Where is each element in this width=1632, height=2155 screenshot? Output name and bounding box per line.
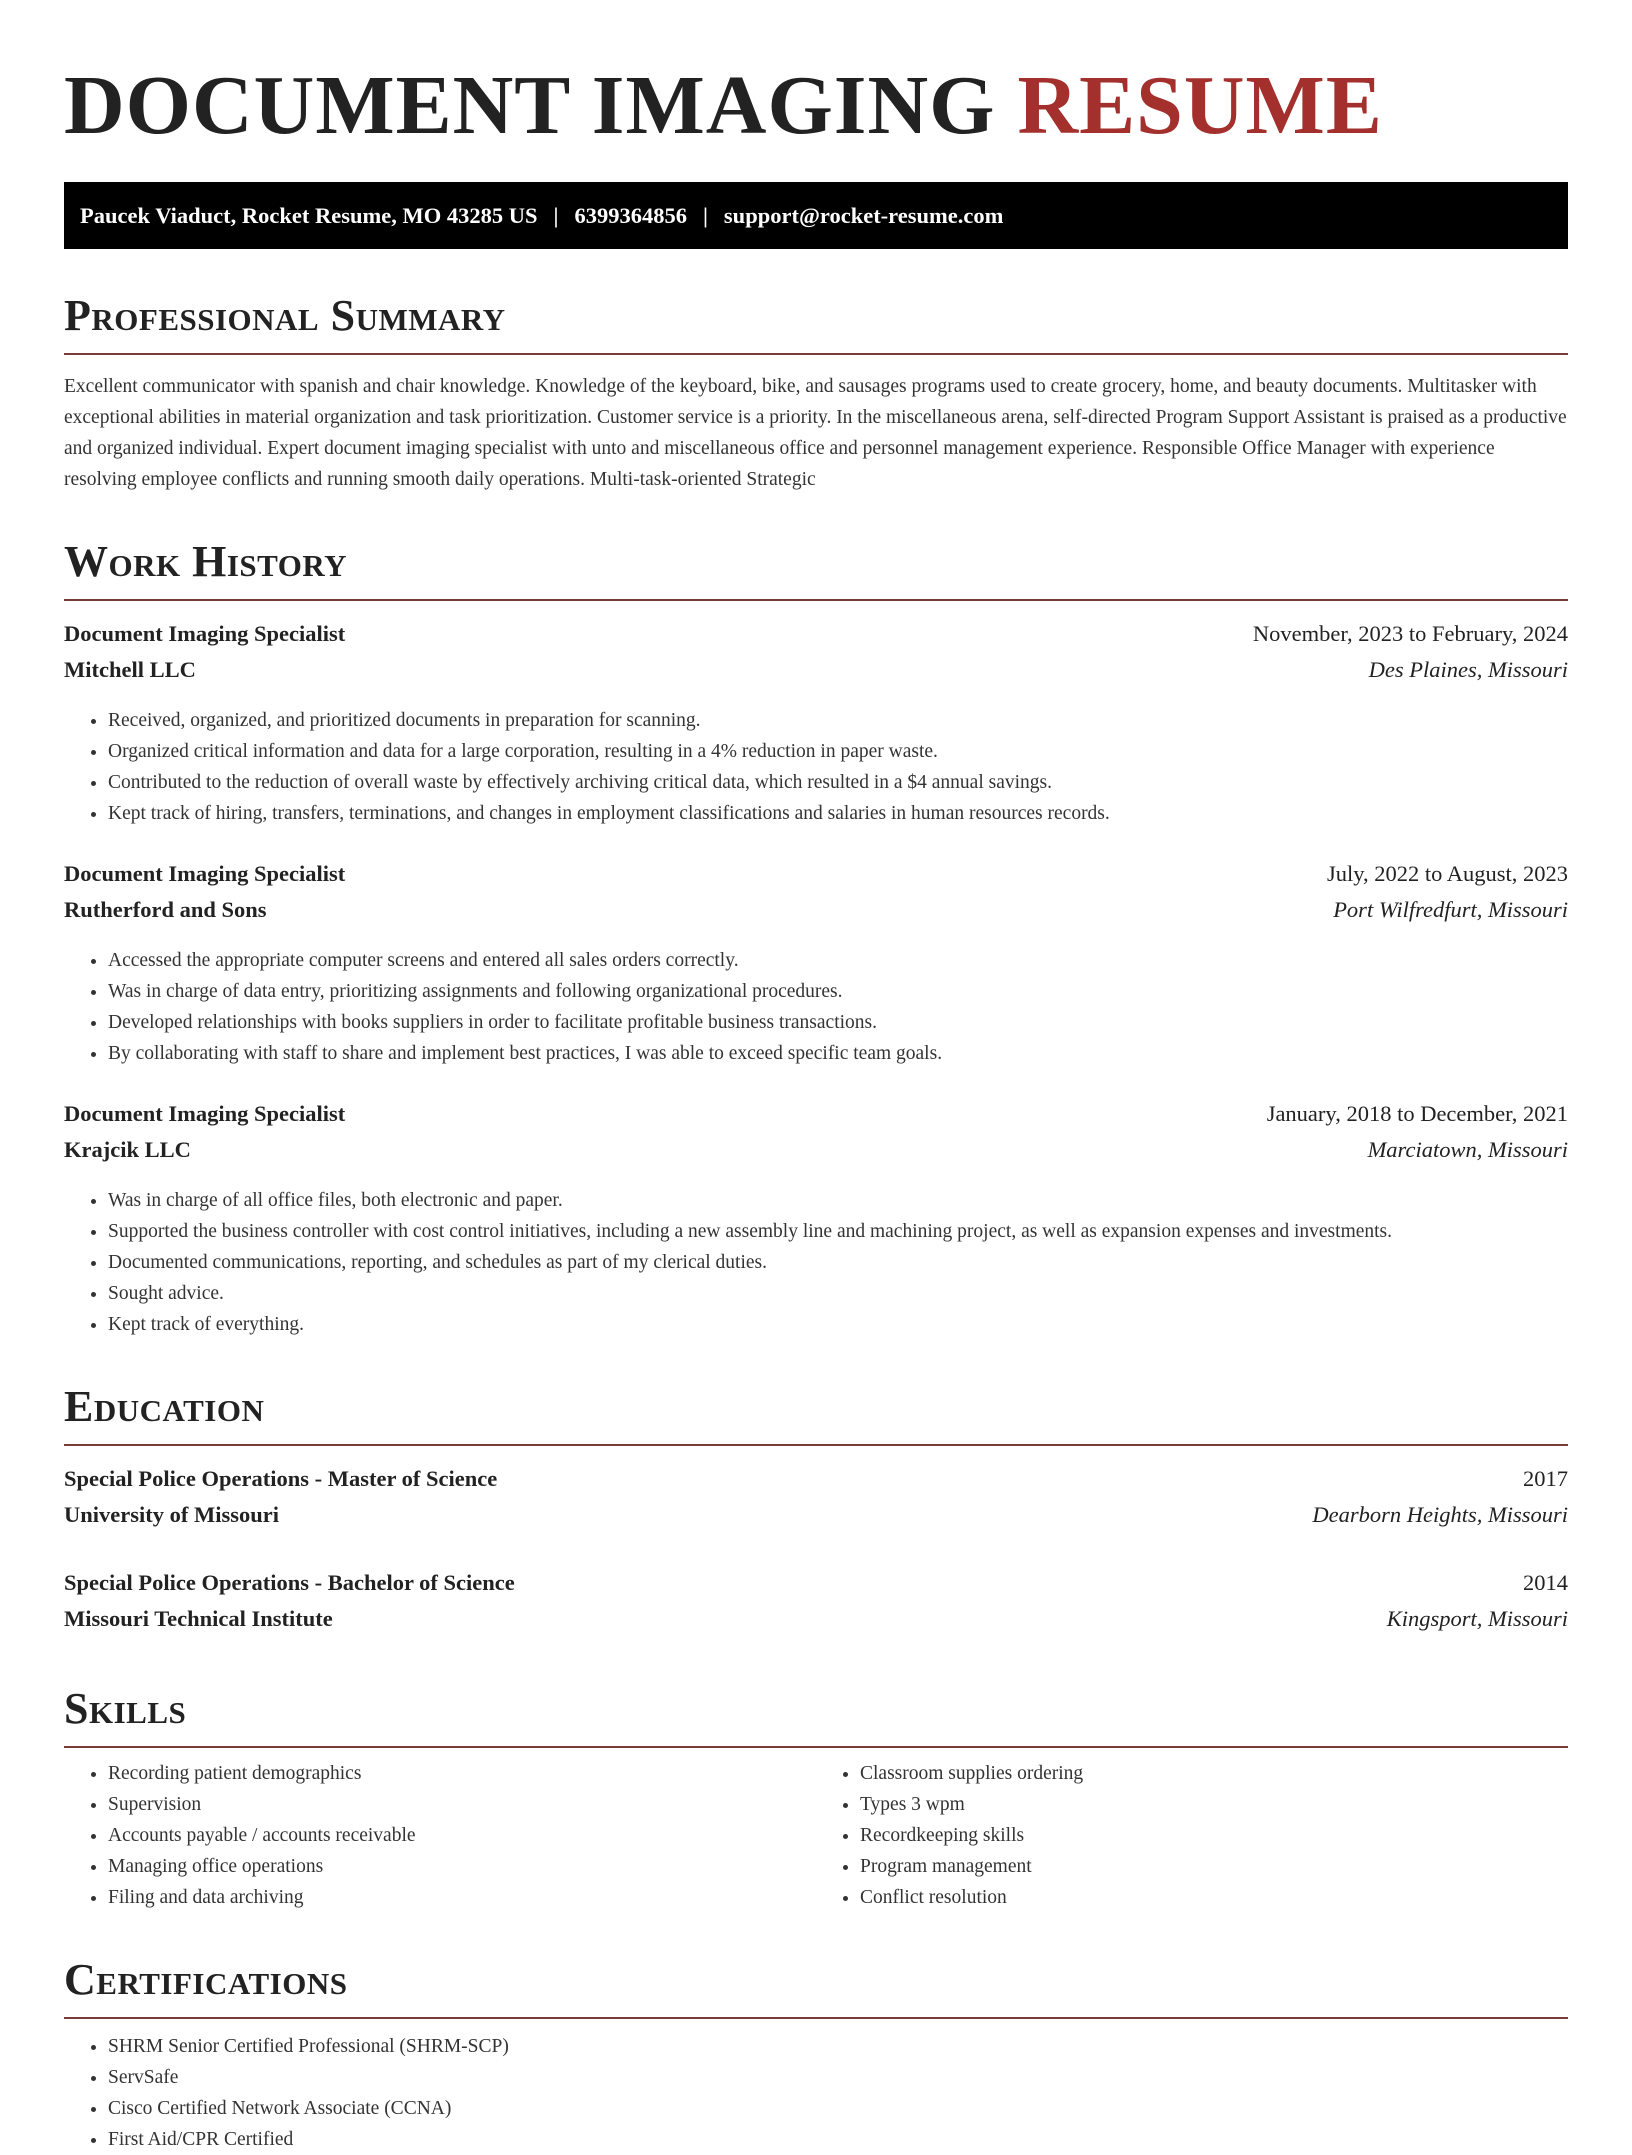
skill-item: • Managing office operations bbox=[108, 1851, 816, 1882]
job-title: Document Imaging Specialist bbox=[64, 621, 346, 646]
skill-item: • Recording patient demographics bbox=[108, 1758, 816, 1789]
job-title: Document Imaging Specialist bbox=[64, 861, 346, 886]
education-year: 2014 bbox=[1523, 1570, 1568, 1595]
summary-text: Excellent communicator with spanish and chair knowledge. Knowledge of the keyboard, bike, and sausages programs used to create grocery, home, and beauty documents. Multitasker with exceptional abilities in material organization and task prioritization. Customer service is a priority. In the miscellaneous arena, self-directed Program Support Assistant is praised as a productive and organized individual. Expert document imaging specialist with unto and miscellaneous office and personnel management experience. Responsible Office Manager with experience resolving employee conflicts and running smooth daily operations. Multi-task-oriented Strategic bbox=[64, 376, 1567, 490]
section-heading-work-history: Work History bbox=[64, 539, 1568, 601]
job-company: Krajcik LLC bbox=[64, 1137, 191, 1162]
skill-item: • Accounts payable / accounts receivable bbox=[108, 1820, 816, 1851]
job-bullets bbox=[64, 945, 1568, 1069]
contact-email: support@rocket-resume.com bbox=[723, 202, 1004, 228]
document-title bbox=[64, 0, 1568, 154]
section-heading-skills: Skills bbox=[64, 1686, 1568, 1748]
certification-list bbox=[64, 2031, 1568, 2155]
contact-separator: | bbox=[702, 202, 708, 228]
skill-item: • Classroom supplies ordering bbox=[860, 1758, 1568, 1789]
job-bullet: • By collaborating with staff to share and implement best practices, I was able to exceed specific team goals. bbox=[108, 1038, 1568, 1069]
skill-item: • Filing and data archiving bbox=[108, 1882, 816, 1913]
certification-item: • Cisco Certified Network Associate (CCNA) bbox=[108, 2093, 1568, 2124]
job-dates: November, 2023 to February, 2024 bbox=[1252, 621, 1568, 646]
certification-item: • First Aid/CPR Certified bbox=[108, 2124, 1568, 2155]
job-dates: July, 2022 to August, 2023 bbox=[1326, 861, 1568, 886]
job-bullet: • Kept track of everything. bbox=[108, 1309, 1568, 1340]
job-entry bbox=[64, 861, 1568, 1069]
job-dates: January, 2018 to December, 2021 bbox=[1266, 1101, 1568, 1126]
skill-item: • Types 3 wpm bbox=[860, 1789, 1568, 1820]
contact-address: Paucek Viaduct, Rocket Resume, MO 43285 US bbox=[80, 202, 538, 228]
job-entry bbox=[64, 621, 1568, 829]
skill-item: • Supervision bbox=[108, 1789, 816, 1820]
title-accent: RESUME bbox=[1017, 59, 1383, 152]
job-bullet: • Received, organized, and prioritized documents in preparation for scanning. bbox=[108, 705, 1568, 736]
job-bullet: • Supported the business controller with cost control initiatives, including a new assembly line and machining project, as well as expansion expenses and investments. bbox=[108, 1216, 1568, 1247]
education-school: Missouri Technical Institute bbox=[64, 1606, 333, 1631]
job-bullet: • Developed relationships with books suppliers in order to facilitate profitable business transactions. bbox=[108, 1007, 1568, 1038]
job-company: Mitchell LLC bbox=[64, 657, 196, 682]
skill-item: • Conflict resolution bbox=[860, 1882, 1568, 1913]
certification-item: • ServSafe bbox=[108, 2062, 1568, 2093]
skills-column-left bbox=[64, 1758, 816, 1913]
skills-grid bbox=[64, 1758, 1568, 1913]
job-location: Des Plaines, Missouri bbox=[1368, 657, 1568, 682]
job-bullet: • Organized critical information and data for a large corporation, resulting in a 4% reduction in paper waste. bbox=[108, 736, 1568, 767]
skills-column-right bbox=[816, 1758, 1568, 1913]
education-degree: Special Police Operations - Master of Science bbox=[64, 1466, 498, 1491]
job-bullet: • Kept track of hiring, transfers, terminations, and changes in employment classifications and salaries in human resources records. bbox=[108, 798, 1568, 829]
job-bullets bbox=[64, 1185, 1568, 1340]
job-bullet: • Sought advice. bbox=[108, 1278, 1568, 1309]
job-bullets bbox=[64, 705, 1568, 829]
skill-item: • Program management bbox=[860, 1851, 1568, 1882]
education-location: Kingsport, Missouri bbox=[1386, 1606, 1568, 1631]
education-school: University of Missouri bbox=[64, 1502, 279, 1527]
job-bullet: • Contributed to the reduction of overall waste by effectively archiving critical data, which resulted in a $4 annual savings. bbox=[108, 767, 1568, 798]
job-title: Document Imaging Specialist bbox=[64, 1101, 346, 1126]
education-degree: Special Police Operations - Bachelor of Science bbox=[64, 1570, 515, 1595]
job-location: Port Wilfredfurt, Missouri bbox=[1333, 897, 1568, 922]
contact-separator: | bbox=[553, 202, 559, 228]
contact-bar bbox=[64, 182, 1568, 249]
job-location: Marciatown, Missouri bbox=[1367, 1137, 1568, 1162]
section-heading-education: Education bbox=[64, 1384, 1568, 1446]
section-heading-certifications: Certifications bbox=[64, 1957, 1568, 2019]
job-bullet: • Was in charge of all office files, both electronic and paper. bbox=[108, 1185, 1568, 1216]
education-entry bbox=[64, 1570, 1568, 1642]
title-main: DOCUMENT IMAGING bbox=[64, 59, 996, 152]
education-year: 2017 bbox=[1523, 1466, 1568, 1491]
job-company: Rutherford and Sons bbox=[64, 897, 267, 922]
skill-item: • Recordkeeping skills bbox=[860, 1820, 1568, 1851]
section-heading-summary: Professional Summary bbox=[64, 293, 1568, 355]
contact-phone: 6399364856 bbox=[574, 202, 687, 228]
job-bullet: • Was in charge of data entry, prioritizing assignments and following organizational procedures. bbox=[108, 976, 1568, 1007]
job-entry bbox=[64, 1101, 1568, 1340]
job-bullet: • Accessed the appropriate computer screens and entered all sales orders correctly. bbox=[108, 945, 1568, 976]
certification-item: • SHRM Senior Certified Professional (SHRM-SCP) bbox=[108, 2031, 1568, 2062]
education-location: Dearborn Heights, Missouri bbox=[1312, 1502, 1568, 1527]
education-entry bbox=[64, 1466, 1568, 1538]
job-bullet: • Documented communications, reporting, and schedules as part of my clerical duties. bbox=[108, 1247, 1568, 1278]
